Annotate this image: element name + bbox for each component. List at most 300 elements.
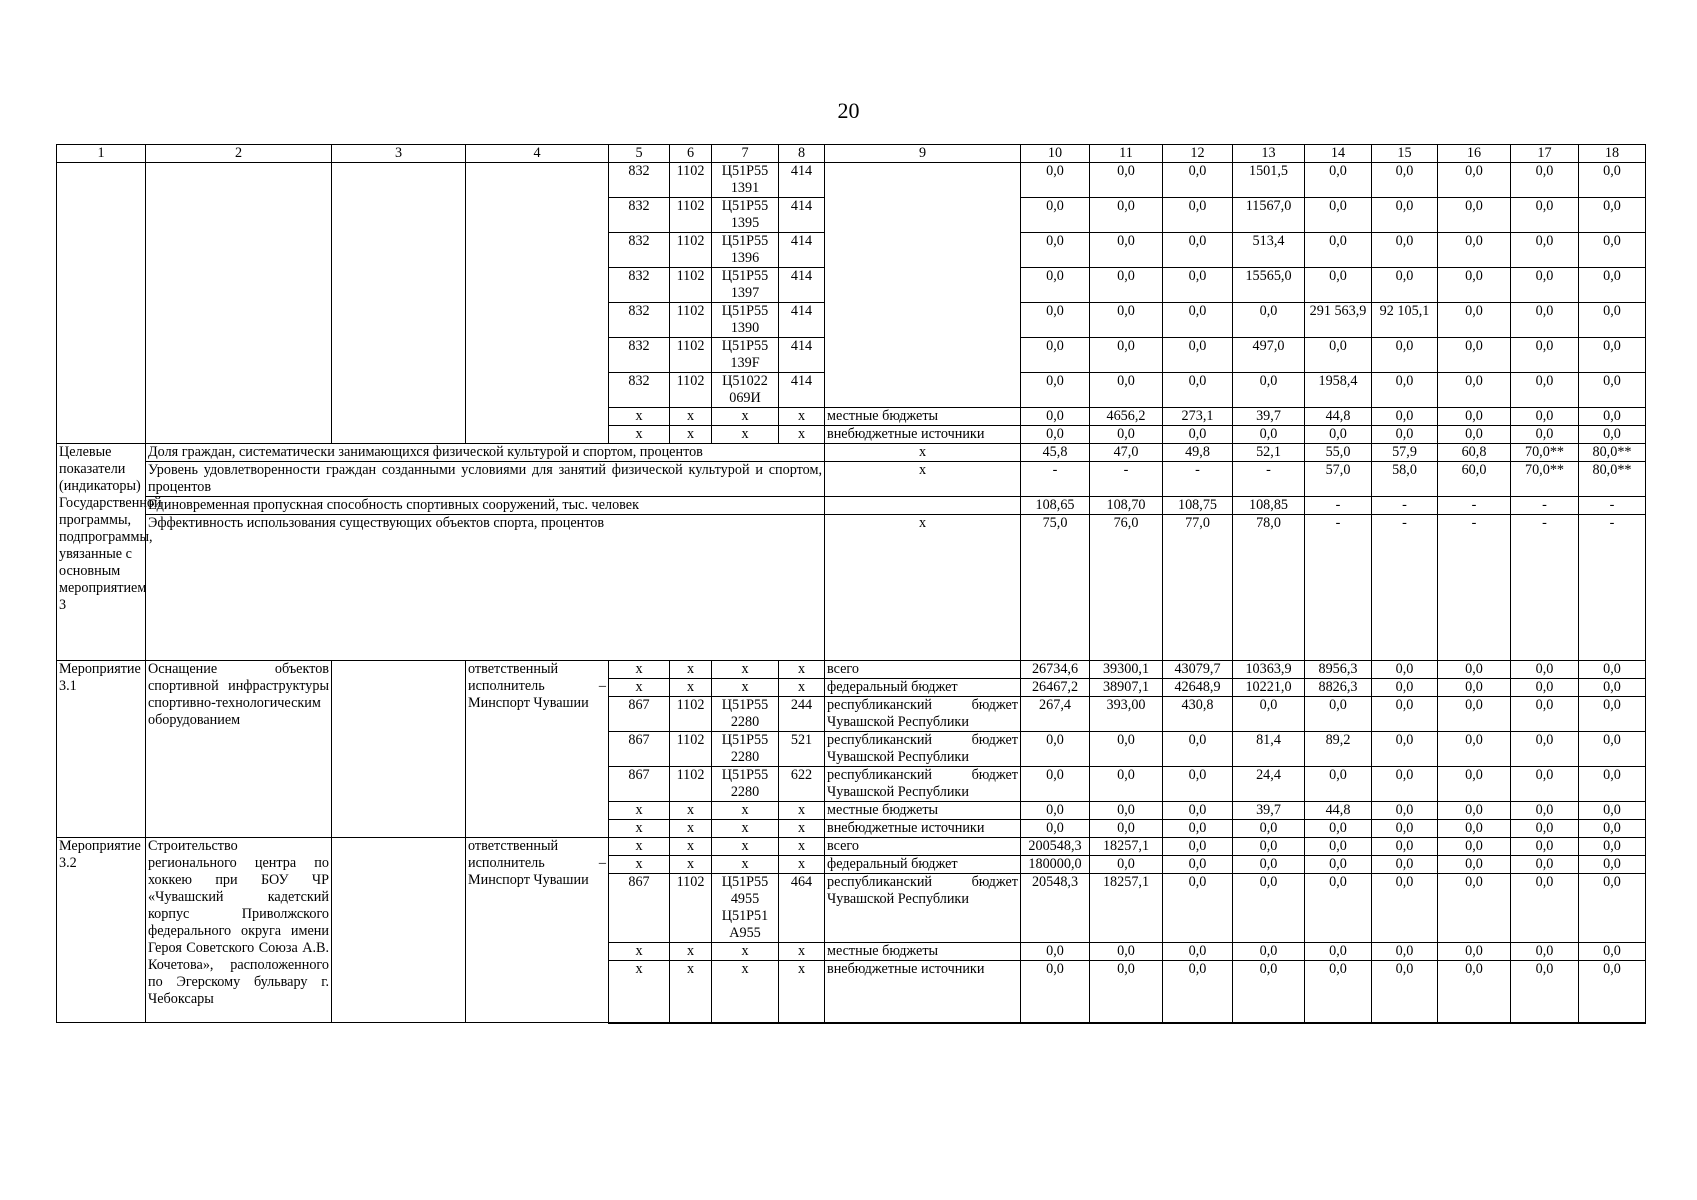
column-number: 4 [466, 145, 609, 163]
value-cell: - [1438, 497, 1511, 515]
value-cell: 0,0 [1372, 943, 1438, 961]
value-cell: 55,0 [1305, 444, 1372, 462]
section-code-cell: 1102 [670, 198, 712, 233]
expense-type-cell: х [779, 820, 825, 838]
value-cell: 0,0 [1438, 198, 1511, 233]
funding-source-cell: республиканский бюджет Чувашской Республики [825, 697, 1021, 732]
section-code-cell: х [670, 856, 712, 874]
value-cell: 0,0 [1579, 961, 1646, 1023]
value-cell: 0,0 [1579, 338, 1646, 373]
value-cell: 430,8 [1163, 697, 1233, 732]
value-cell: 0,0 [1438, 233, 1511, 268]
value-cell: 0,0 [1163, 943, 1233, 961]
value-cell: 8956,3 [1305, 661, 1372, 679]
value-cell: 0,0 [1090, 943, 1163, 961]
target-article-cell: Ц51Р55 4955 Ц51Р51 А955 [712, 874, 779, 943]
value-cell: 47,0 [1090, 444, 1163, 462]
value-cell: 0,0 [1511, 163, 1579, 198]
value-cell: 52,1 [1233, 444, 1305, 462]
value-cell: 0,0 [1163, 838, 1233, 856]
value-cell: 58,0 [1372, 462, 1438, 497]
value-cell: 108,85 [1233, 497, 1305, 515]
value-cell: 0,0 [1021, 943, 1090, 961]
value-cell: - [1579, 497, 1646, 515]
value-cell: 0,0 [1511, 767, 1579, 802]
value-cell: 0,0 [1163, 268, 1233, 303]
funding-source-cell: местные бюджеты [825, 802, 1021, 820]
funding-source-cell: внебюджетные источники [825, 820, 1021, 838]
value-cell: 0,0 [1090, 767, 1163, 802]
section-code-cell: х [670, 679, 712, 697]
section-code-cell: х [670, 426, 712, 444]
value-cell: 0,0 [1579, 856, 1646, 874]
value-cell: 0,0 [1090, 303, 1163, 338]
value-cell: 0,0 [1579, 408, 1646, 426]
expense-type-cell: 464 [779, 874, 825, 943]
column-number: 18 [1579, 145, 1646, 163]
value-cell: 0,0 [1511, 856, 1579, 874]
expense-type-cell: х [779, 856, 825, 874]
value-cell: 76,0 [1090, 515, 1163, 661]
funding-source-cell: внебюджетные источники [825, 426, 1021, 444]
value-cell: 0,0 [1372, 679, 1438, 697]
indicator-source: х [825, 515, 1021, 661]
value-cell: - [1511, 497, 1579, 515]
value-cell: 108,65 [1021, 497, 1090, 515]
value-cell: 0,0 [1305, 268, 1372, 303]
funding-source-cell: федеральный бюджет [825, 679, 1021, 697]
value-cell: 0,0 [1511, 697, 1579, 732]
value-cell: 0,0 [1438, 697, 1511, 732]
value-cell: 0,0 [1579, 163, 1646, 198]
value-cell: 0,0 [1090, 373, 1163, 408]
admin-code-cell: 867 [609, 767, 670, 802]
value-cell: 0,0 [1305, 426, 1372, 444]
value-cell: 0,0 [1233, 426, 1305, 444]
value-cell: 0,0 [1372, 163, 1438, 198]
indicator-row [57, 444, 1646, 462]
value-cell: 0,0 [1163, 767, 1233, 802]
value-cell: 1958,4 [1305, 373, 1372, 408]
value-cell: 0,0 [1438, 408, 1511, 426]
value-cell: 180000,0 [1021, 856, 1090, 874]
value-cell: 0,0 [1163, 163, 1233, 198]
section-code-cell: 1102 [670, 697, 712, 732]
value-cell: 0,0 [1021, 961, 1090, 1023]
value-cell: 0,0 [1021, 268, 1090, 303]
value-cell: 0,0 [1305, 767, 1372, 802]
value-cell: 513,4 [1233, 233, 1305, 268]
section-code-cell: 1102 [670, 303, 712, 338]
expense-type-cell: х [779, 838, 825, 856]
value-cell: 0,0 [1579, 373, 1646, 408]
value-cell: 0,0 [1511, 838, 1579, 856]
target-article-cell: х [712, 856, 779, 874]
value-cell: 0,0 [1233, 874, 1305, 943]
section-code-cell: х [670, 408, 712, 426]
admin-code-cell: х [609, 943, 670, 961]
value-cell: 0,0 [1233, 373, 1305, 408]
value-cell: 0,0 [1511, 732, 1579, 767]
expense-type-cell: х [779, 802, 825, 820]
indicator-row [57, 462, 1646, 497]
value-cell: 0,0 [1021, 303, 1090, 338]
value-cell: 0,0 [1438, 303, 1511, 338]
value-cell: 0,0 [1372, 338, 1438, 373]
value-cell: 0,0 [1163, 373, 1233, 408]
target-article-cell: х [712, 661, 779, 679]
value-cell: 0,0 [1163, 198, 1233, 233]
indicator-name: Единовременная пропускная способность спортивных сооружений, тыс. человек [146, 497, 825, 515]
column-number: 10 [1021, 145, 1090, 163]
value-cell: 0,0 [1438, 943, 1511, 961]
value-cell: 10221,0 [1233, 679, 1305, 697]
measure-number: Мероприятие 3.2 [57, 838, 146, 1023]
value-cell: 60,0 [1438, 462, 1511, 497]
target-article-cell: х [712, 408, 779, 426]
funding-source-cell: республиканский бюджет Чувашской Республики [825, 767, 1021, 802]
value-cell: 80,0** [1579, 462, 1646, 497]
value-cell: 0,0 [1438, 732, 1511, 767]
value-cell: 0,0 [1233, 838, 1305, 856]
value-cell: 0,0 [1021, 767, 1090, 802]
value-cell: 0,0 [1305, 874, 1372, 943]
target-article-cell: х [712, 961, 779, 1023]
section-code-cell: 1102 [670, 233, 712, 268]
admin-code-cell: х [609, 838, 670, 856]
value-cell: 45,8 [1021, 444, 1090, 462]
value-cell: 57,0 [1305, 462, 1372, 497]
value-cell: 57,9 [1372, 444, 1438, 462]
measure-row [57, 838, 1646, 856]
value-cell: 44,8 [1305, 408, 1372, 426]
value-cell: - [1305, 497, 1372, 515]
value-cell: 0,0 [1511, 426, 1579, 444]
table-header [57, 145, 1646, 163]
value-cell: 39300,1 [1090, 661, 1163, 679]
value-cell: - [1372, 515, 1438, 661]
expense-type-cell: 414 [779, 338, 825, 373]
value-cell: - [1511, 515, 1579, 661]
column-number: 13 [1233, 145, 1305, 163]
admin-code-cell: х [609, 856, 670, 874]
value-cell: 0,0 [1438, 767, 1511, 802]
value-cell: 0,0 [1372, 874, 1438, 943]
value-cell: 89,2 [1305, 732, 1372, 767]
value-cell: 0,0 [1372, 732, 1438, 767]
value-cell: 0,0 [1163, 426, 1233, 444]
funding-source-cell: внебюджетные источники [825, 961, 1021, 1023]
indicators-label: Целевые показатели (индикаторы) Государственной программы, подпрограммы, увязанные с основным мероприятием 3 [57, 444, 146, 661]
column-number: 5 [609, 145, 670, 163]
admin-code-cell: 832 [609, 233, 670, 268]
section-code-cell: 1102 [670, 732, 712, 767]
target-article-cell: Ц51Р55 139F [712, 338, 779, 373]
value-cell: 0,0 [1021, 163, 1090, 198]
value-cell: 10363,9 [1233, 661, 1305, 679]
value-cell: 0,0 [1163, 961, 1233, 1023]
section-code-cell: 1102 [670, 163, 712, 198]
value-cell: 108,70 [1090, 497, 1163, 515]
value-cell: 0,0 [1372, 802, 1438, 820]
section-code-cell: х [670, 961, 712, 1023]
admin-code-cell: х [609, 408, 670, 426]
value-cell: 0,0 [1233, 697, 1305, 732]
page-number: 20 [837, 98, 860, 123]
value-cell: 18257,1 [1090, 838, 1163, 856]
target-article-cell: х [712, 679, 779, 697]
value-cell: 0,0 [1579, 198, 1646, 233]
value-cell: 0,0 [1579, 697, 1646, 732]
value-cell: 0,0 [1579, 943, 1646, 961]
empty-cell [332, 838, 466, 1023]
target-article-cell: х [712, 820, 779, 838]
value-cell: 0,0 [1163, 303, 1233, 338]
value-cell: 0,0 [1511, 679, 1579, 697]
value-cell: 0,0 [1021, 198, 1090, 233]
value-cell: 0,0 [1305, 820, 1372, 838]
column-number: 2 [146, 145, 332, 163]
table-row [57, 163, 1646, 198]
value-cell: 0,0 [1163, 338, 1233, 373]
target-article-cell: Ц51Р55 1391 [712, 163, 779, 198]
value-cell: 42648,9 [1163, 679, 1233, 697]
value-cell: 0,0 [1163, 874, 1233, 943]
value-cell: 0,0 [1511, 338, 1579, 373]
value-cell: 0,0 [1090, 802, 1163, 820]
indicator-row [57, 497, 1646, 515]
table-body [57, 163, 1646, 1023]
value-cell: 0,0 [1372, 233, 1438, 268]
column-number: 14 [1305, 145, 1372, 163]
value-cell: 0,0 [1090, 233, 1163, 268]
value-cell: 26734,6 [1021, 661, 1090, 679]
target-article-cell: Ц51Р55 1397 [712, 268, 779, 303]
value-cell: 0,0 [1579, 874, 1646, 943]
column-number: 3 [332, 145, 466, 163]
value-cell: 0,0 [1163, 820, 1233, 838]
value-cell: 0,0 [1579, 767, 1646, 802]
target-article-cell: Ц51Р55 2280 [712, 697, 779, 732]
value-cell: 0,0 [1438, 802, 1511, 820]
admin-code-cell: 832 [609, 373, 670, 408]
value-cell: 108,75 [1163, 497, 1233, 515]
column-number: 17 [1511, 145, 1579, 163]
value-cell: 0,0 [1090, 732, 1163, 767]
expense-type-cell: 244 [779, 697, 825, 732]
value-cell: - [1372, 497, 1438, 515]
value-cell: 0,0 [1438, 661, 1511, 679]
value-cell: 0,0 [1090, 856, 1163, 874]
continuation-cell [57, 163, 146, 444]
value-cell: 0,0 [1021, 233, 1090, 268]
value-cell: 0,0 [1579, 732, 1646, 767]
value-cell: 0,0 [1233, 961, 1305, 1023]
value-cell: 8826,3 [1305, 679, 1372, 697]
funding-source-cell: всего [825, 838, 1021, 856]
value-cell: 0,0 [1511, 961, 1579, 1023]
value-cell: 20548,3 [1021, 874, 1090, 943]
expense-type-cell: х [779, 661, 825, 679]
value-cell: 80,0** [1579, 444, 1646, 462]
expense-type-cell: х [779, 408, 825, 426]
value-cell: 18257,1 [1090, 874, 1163, 943]
value-cell: 0,0 [1305, 856, 1372, 874]
value-cell: 0,0 [1021, 426, 1090, 444]
indicator-source: х [825, 444, 1021, 462]
value-cell: 81,4 [1233, 732, 1305, 767]
value-cell: - [1090, 462, 1163, 497]
value-cell: 0,0 [1021, 338, 1090, 373]
admin-code-cell: 867 [609, 697, 670, 732]
value-cell: 0,0 [1090, 426, 1163, 444]
value-cell: 0,0 [1372, 697, 1438, 732]
value-cell: 267,4 [1021, 697, 1090, 732]
value-cell: 0,0 [1372, 268, 1438, 303]
value-cell: 92 105,1 [1372, 303, 1438, 338]
responsible-executor: ответственный исполнитель – Минспорт Чувашии [466, 838, 609, 1023]
column-number: 11 [1090, 145, 1163, 163]
value-cell: 0,0 [1372, 838, 1438, 856]
value-cell: 0,0 [1090, 268, 1163, 303]
value-cell: 11567,0 [1233, 198, 1305, 233]
value-cell: 291 563,9 [1305, 303, 1372, 338]
value-cell: 0,0 [1438, 373, 1511, 408]
value-cell: 0,0 [1511, 198, 1579, 233]
value-cell: 70,0** [1511, 462, 1579, 497]
admin-code-cell: 867 [609, 732, 670, 767]
value-cell: 0,0 [1372, 198, 1438, 233]
value-cell: 0,0 [1511, 802, 1579, 820]
value-cell: 49,8 [1163, 444, 1233, 462]
target-article-cell: Ц51Р55 2280 [712, 767, 779, 802]
column-number: 1 [57, 145, 146, 163]
value-cell: 0,0 [1372, 820, 1438, 838]
indicator-name: Уровень удовлетворенности граждан созданными условиями для занятий физической культурой и спортом, процентов [146, 462, 825, 497]
value-cell: 0,0 [1438, 268, 1511, 303]
value-cell: 4656,2 [1090, 408, 1163, 426]
value-cell: 0,0 [1579, 268, 1646, 303]
admin-code-cell: 832 [609, 163, 670, 198]
value-cell: 0,0 [1579, 838, 1646, 856]
value-cell: 0,0 [1233, 943, 1305, 961]
column-number: 8 [779, 145, 825, 163]
value-cell: 0,0 [1511, 874, 1579, 943]
column-number: 12 [1163, 145, 1233, 163]
value-cell: 0,0 [1579, 679, 1646, 697]
expense-type-cell: 414 [779, 233, 825, 268]
indicator-name: Доля граждан, систематически занимающихся физической культурой и спортом, процентов [146, 444, 825, 462]
value-cell: - [1163, 462, 1233, 497]
measure-name: Строительство регионального центра по хоккею при БОУ ЧР «Чувашский кадетский корпус Приволжского федерального округа имени Героя Советского Союза А.В. Кочетова», расположенного по Эгерскому бульвару г. Чебоксары [146, 838, 332, 1023]
expense-type-cell: х [779, 961, 825, 1023]
value-cell: 0,0 [1579, 820, 1646, 838]
section-code-cell: 1102 [670, 767, 712, 802]
target-article-cell: х [712, 426, 779, 444]
target-article-cell: х [712, 943, 779, 961]
admin-code-cell: х [609, 820, 670, 838]
value-cell: 0,0 [1438, 163, 1511, 198]
funding-source-cell: республиканский бюджет Чувашской Республики [825, 874, 1021, 943]
target-article-cell: Ц51Р55 1396 [712, 233, 779, 268]
funding-source-cell [825, 163, 1021, 408]
admin-code-cell: х [609, 661, 670, 679]
value-cell: 0,0 [1372, 408, 1438, 426]
funding-source-cell: местные бюджеты [825, 943, 1021, 961]
section-code-cell: 1102 [670, 874, 712, 943]
target-article-cell: Ц51022 069И [712, 373, 779, 408]
admin-code-cell: х [609, 961, 670, 1023]
section-code-cell: х [670, 943, 712, 961]
target-article-cell: х [712, 838, 779, 856]
value-cell: 0,0 [1511, 233, 1579, 268]
admin-code-cell: х [609, 426, 670, 444]
value-cell: 0,0 [1021, 802, 1090, 820]
value-cell: 0,0 [1438, 338, 1511, 373]
value-cell: 0,0 [1372, 426, 1438, 444]
admin-code-cell: 832 [609, 338, 670, 373]
expense-type-cell: 414 [779, 198, 825, 233]
value-cell: - [1233, 462, 1305, 497]
value-cell: 0,0 [1511, 661, 1579, 679]
admin-code-cell: 832 [609, 303, 670, 338]
value-cell: 26467,2 [1021, 679, 1090, 697]
indicator-name: Эффективность использования существующих объектов спорта, процентов [146, 515, 825, 661]
section-code-cell: х [670, 838, 712, 856]
value-cell: 15565,0 [1233, 268, 1305, 303]
target-article-cell: Ц51Р55 2280 [712, 732, 779, 767]
expense-type-cell: 521 [779, 732, 825, 767]
column-number: 9 [825, 145, 1021, 163]
value-cell: 0,0 [1021, 820, 1090, 838]
expense-type-cell: 414 [779, 163, 825, 198]
value-cell: 0,0 [1305, 233, 1372, 268]
value-cell: 273,1 [1163, 408, 1233, 426]
funding-source-cell: всего [825, 661, 1021, 679]
value-cell: 200548,3 [1021, 838, 1090, 856]
value-cell: 0,0 [1372, 373, 1438, 408]
value-cell: 0,0 [1511, 943, 1579, 961]
value-cell: - [1021, 462, 1090, 497]
section-code-cell: х [670, 820, 712, 838]
value-cell: 0,0 [1579, 661, 1646, 679]
value-cell: 0,0 [1305, 198, 1372, 233]
value-cell: 0,0 [1305, 838, 1372, 856]
value-cell: 0,0 [1579, 303, 1646, 338]
column-number: 6 [670, 145, 712, 163]
value-cell: 0,0 [1438, 820, 1511, 838]
value-cell: 39,7 [1233, 802, 1305, 820]
value-cell: 0,0 [1305, 338, 1372, 373]
value-cell: - [1579, 515, 1646, 661]
value-cell: 0,0 [1438, 961, 1511, 1023]
continuation-cell [466, 163, 609, 444]
value-cell: 0,0 [1305, 943, 1372, 961]
value-cell: - [1305, 515, 1372, 661]
column-number: 15 [1372, 145, 1438, 163]
value-cell: 38907,1 [1090, 679, 1163, 697]
value-cell: 0,0 [1305, 163, 1372, 198]
value-cell: 0,0 [1163, 856, 1233, 874]
value-cell: 24,4 [1233, 767, 1305, 802]
value-cell: 75,0 [1021, 515, 1090, 661]
program-table [56, 144, 1646, 1024]
value-cell: 0,0 [1438, 838, 1511, 856]
value-cell: 0,0 [1438, 874, 1511, 943]
value-cell: 0,0 [1021, 732, 1090, 767]
header-row [57, 145, 1646, 163]
expense-type-cell: х [779, 679, 825, 697]
